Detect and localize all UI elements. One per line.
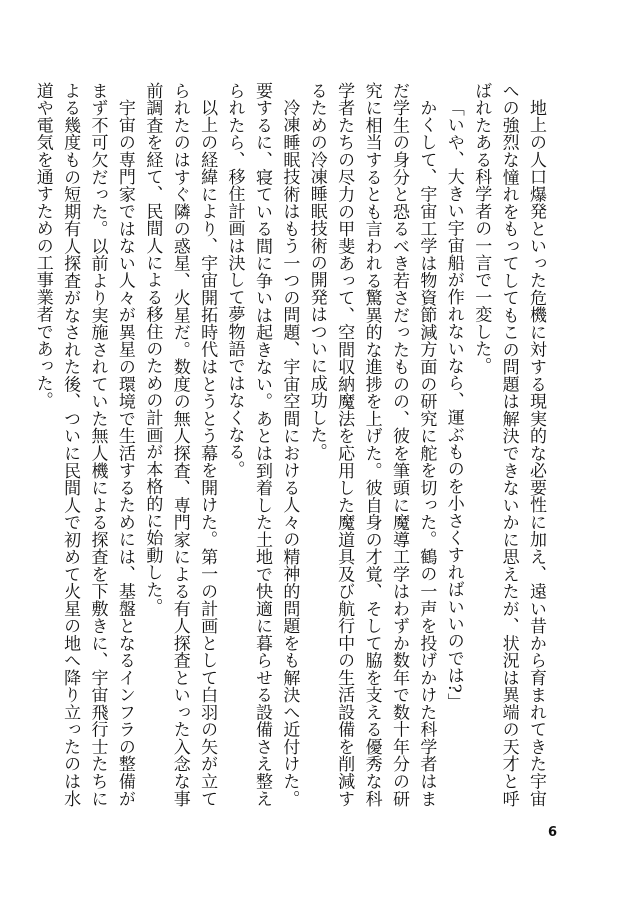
paragraph-4: 冷凍睡眠技術はもう一つの問題、宇宙空間における人々の精神的問題をも解決へ近付けた。要するに、寝ている間に争いは起きない。あとは到着した土地で快適に暮らせる設備さえ整えられたら、移住計画は決して夢物語ではなくなる。 xyxy=(224,82,300,807)
paragraph-2-dialogue: 「いや、大きい宇宙船が作れないなら、運ぶものを小さくすればいいのでは?」 xyxy=(443,99,464,711)
paragraph-6: 宇宙の専門家ではない人々が異星の環境で生活するためには、基盤となるインフラの整備がまず不可欠だった。以前より実施されていた無人機による探査を下敷きに、宇宙飛行士たちによる幾度もの短期有人探査がなされた後、ついに民間人で初めて火星の地へ降り立ったのは水道や電気を通すための工事業者であった。 xyxy=(32,82,135,807)
paragraph-3: かくして、宇宙工学は物資節減方面の研究に舵を切った。鶴の一声を投げかけた科学者はまだ学生の身分と恐るべき若さだったものの、彼を筆頭に魔導工学はわずか数年で数十年分の研究に相当するとも言われる驚異的な進捗を上げた。彼自身の才覚、そして脇を支える優秀な科学者たちの尽力の甲斐あって、空間収納魔法を応用した魔道具及び航行中の生活設備を削減するための冷凍睡眠技術の開発はついに成功した。 xyxy=(306,82,437,807)
vertical-text-body xyxy=(32,82,549,807)
paragraph-5: 以上の経緯により、宇宙開拓時代はとうとう幕を開けた。第一の計画として白羽の矢が立てられたのはすぐ隣の惑星、火星だ。数度の無人探査、専門家による有人探査といった入念な事前調査を経て、民間人による移住のための計画が本格的に始動した。 xyxy=(142,82,218,807)
paragraph-1: 地上の人口爆発といった危機に対する現実的な必要性に加え、遠い昔から育まれてきた宇宙への強烈な憧れをもってしてもこの問題は解決できないかに思えたが、状況は異端の天才と呼ばれたある科学者の一言で一変した。 xyxy=(471,82,546,807)
page-number: 6 xyxy=(548,825,558,840)
